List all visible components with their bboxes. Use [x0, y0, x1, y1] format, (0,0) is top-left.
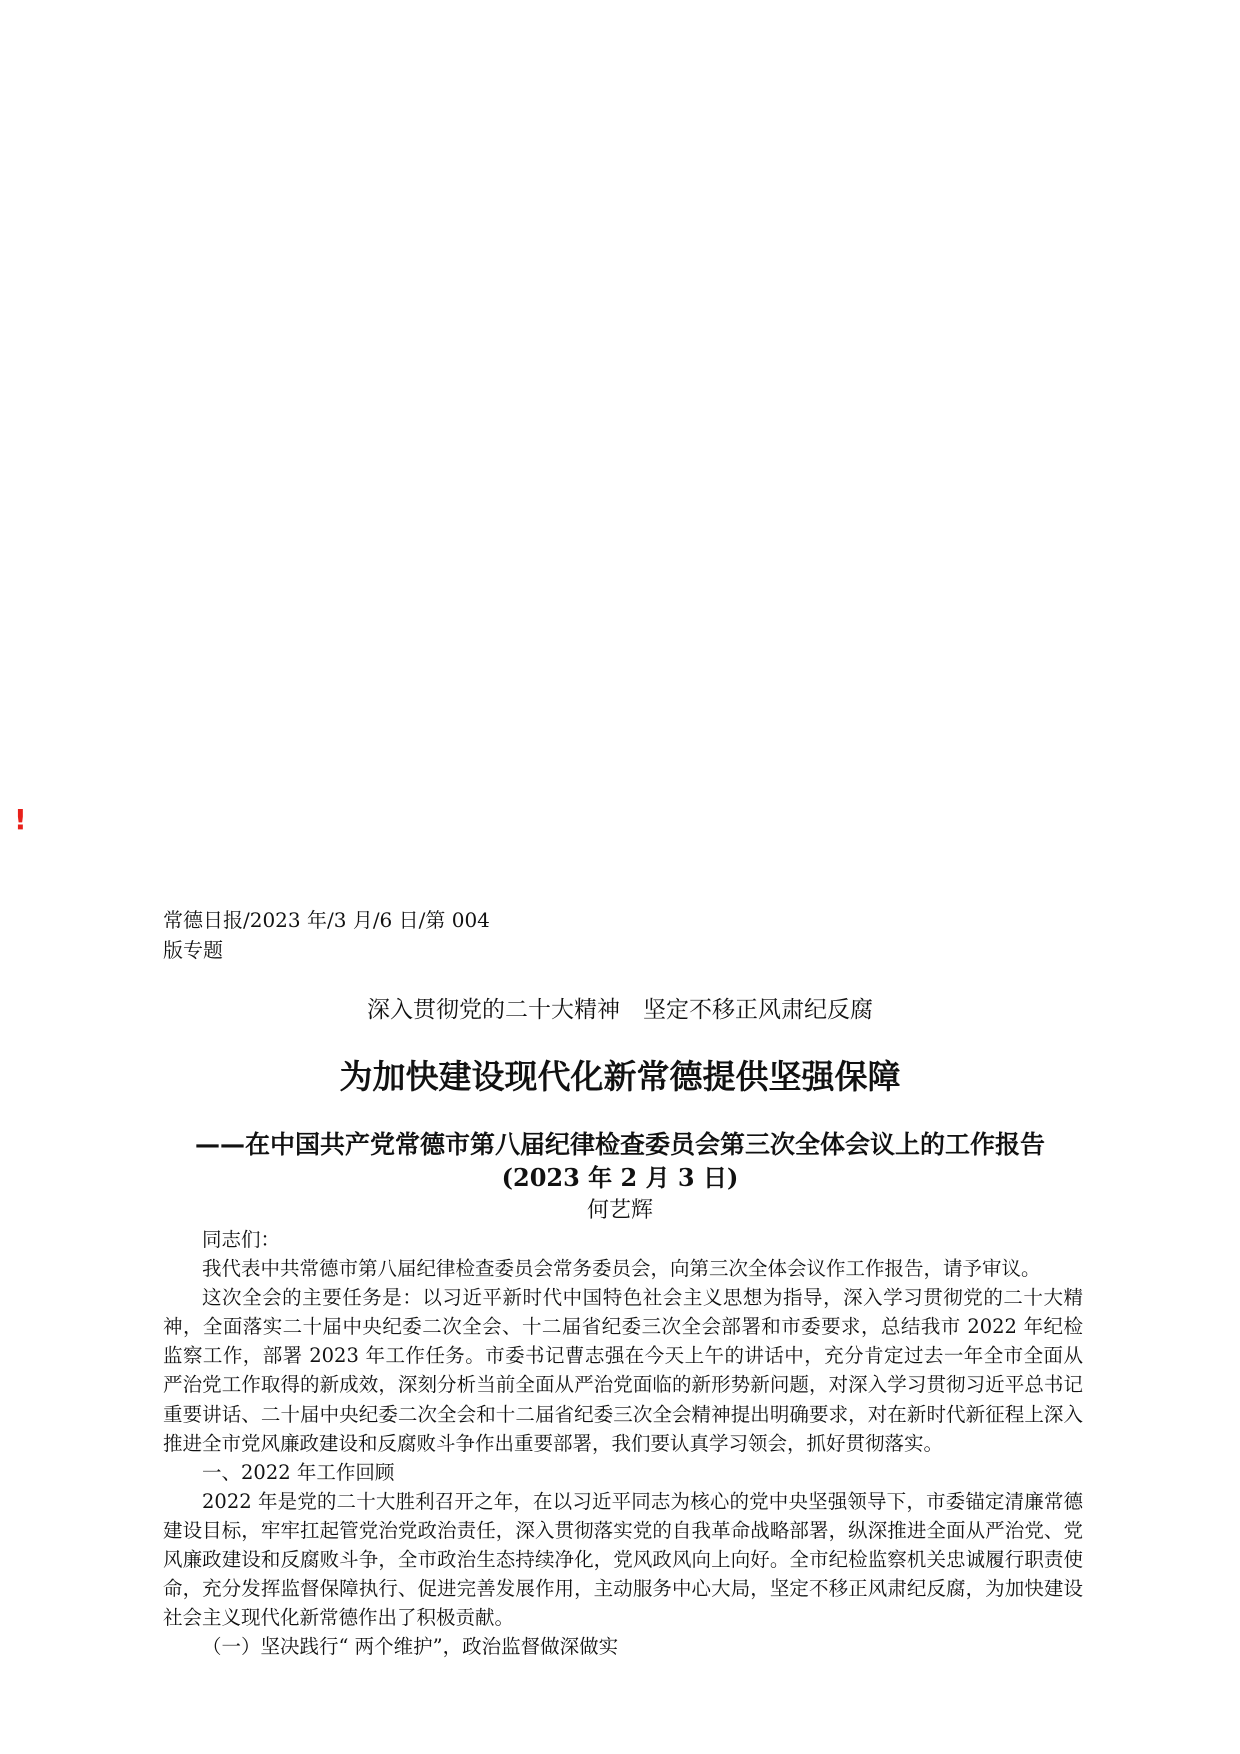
- section-heading: 一、2022 年工作回顾: [202, 1460, 395, 1484]
- author-name: 何艺辉: [586, 1198, 653, 1223]
- source-line: 常德日报/2023 年/3 月/6 日/第 004 版专题: [163, 908, 490, 962]
- report-title: ——在中国共产党常德市第八届纪律检查委员会第三次全体会议上的工作报告: [194, 1130, 1045, 1159]
- subsection-heading: （一）坚决践行“ 两个维护”，政治监督做深做实: [202, 1635, 619, 1659]
- report-body: [163, 1225, 1083, 1661]
- main-title: 为加快建设现代化新常德提供坚强保障: [339, 1057, 901, 1096]
- paragraph-intro: 我代表中共常德市第八届纪律检查委员会常务委员会，向第三次全体会议作工作报告，请予审议。: [202, 1257, 1041, 1281]
- paragraph-review: 2022 年是党的二十大胜利召开之年，在以习近平同志为核心的党中央坚强领导下，市委锚定清廉常德建设目标，牢牢扛起管党治党政治责任，深入贯彻落实党的自我革命战略部署，纵深推进全面从严治党、党风廉政建设和反腐败斗争，全市政治生态持续净化，党风政风向上向好。全市纪检监察机关忠诚履行职责使命，充分发挥监督保障执行、促进完善发展作用，主动服务中心大局，坚定不移正风肃纪反腐，为加快建设社会主义现代化新常德作出了积极贡献。: [163, 1489, 1083, 1630]
- paragraph-tasks: 这次全会的主要任务是：以习近平新时代中国特色社会主义思想为指导，深入学习贯彻党的二十大精神，全面落实二十届中央纪委二次全会、十二届省纪委三次全会部署和市委要求，总结我市 2022 年纪检监察工作，部署 2023 年工作任务。市委书记曹志强在今天上午的讲话中，充分肯定过去一年全市全面从严治党工作取得的新成效，深刻分析当前全面从严治党面临的新形势新问题，对深入学习贯彻习近平总书记重要讲话、二十届中央纪委二次全会和十二届省纪委三次全会精神提出明确要求，对在新时代新征程上深入推进全市党风廉政建设和反腐败斗争作出重要部署，我们要认真学习领会，抓好贯彻落实。: [163, 1286, 1083, 1455]
- report-date: (2023 年 2 月 3 日): [501, 1163, 739, 1192]
- paragraph-salutation: 同志们：: [202, 1228, 281, 1251]
- alert-mark: !: [14, 803, 27, 836]
- subtitle-top: 深入贯彻党的二十大精神 坚定不移正风肃纪反腐: [367, 997, 873, 1023]
